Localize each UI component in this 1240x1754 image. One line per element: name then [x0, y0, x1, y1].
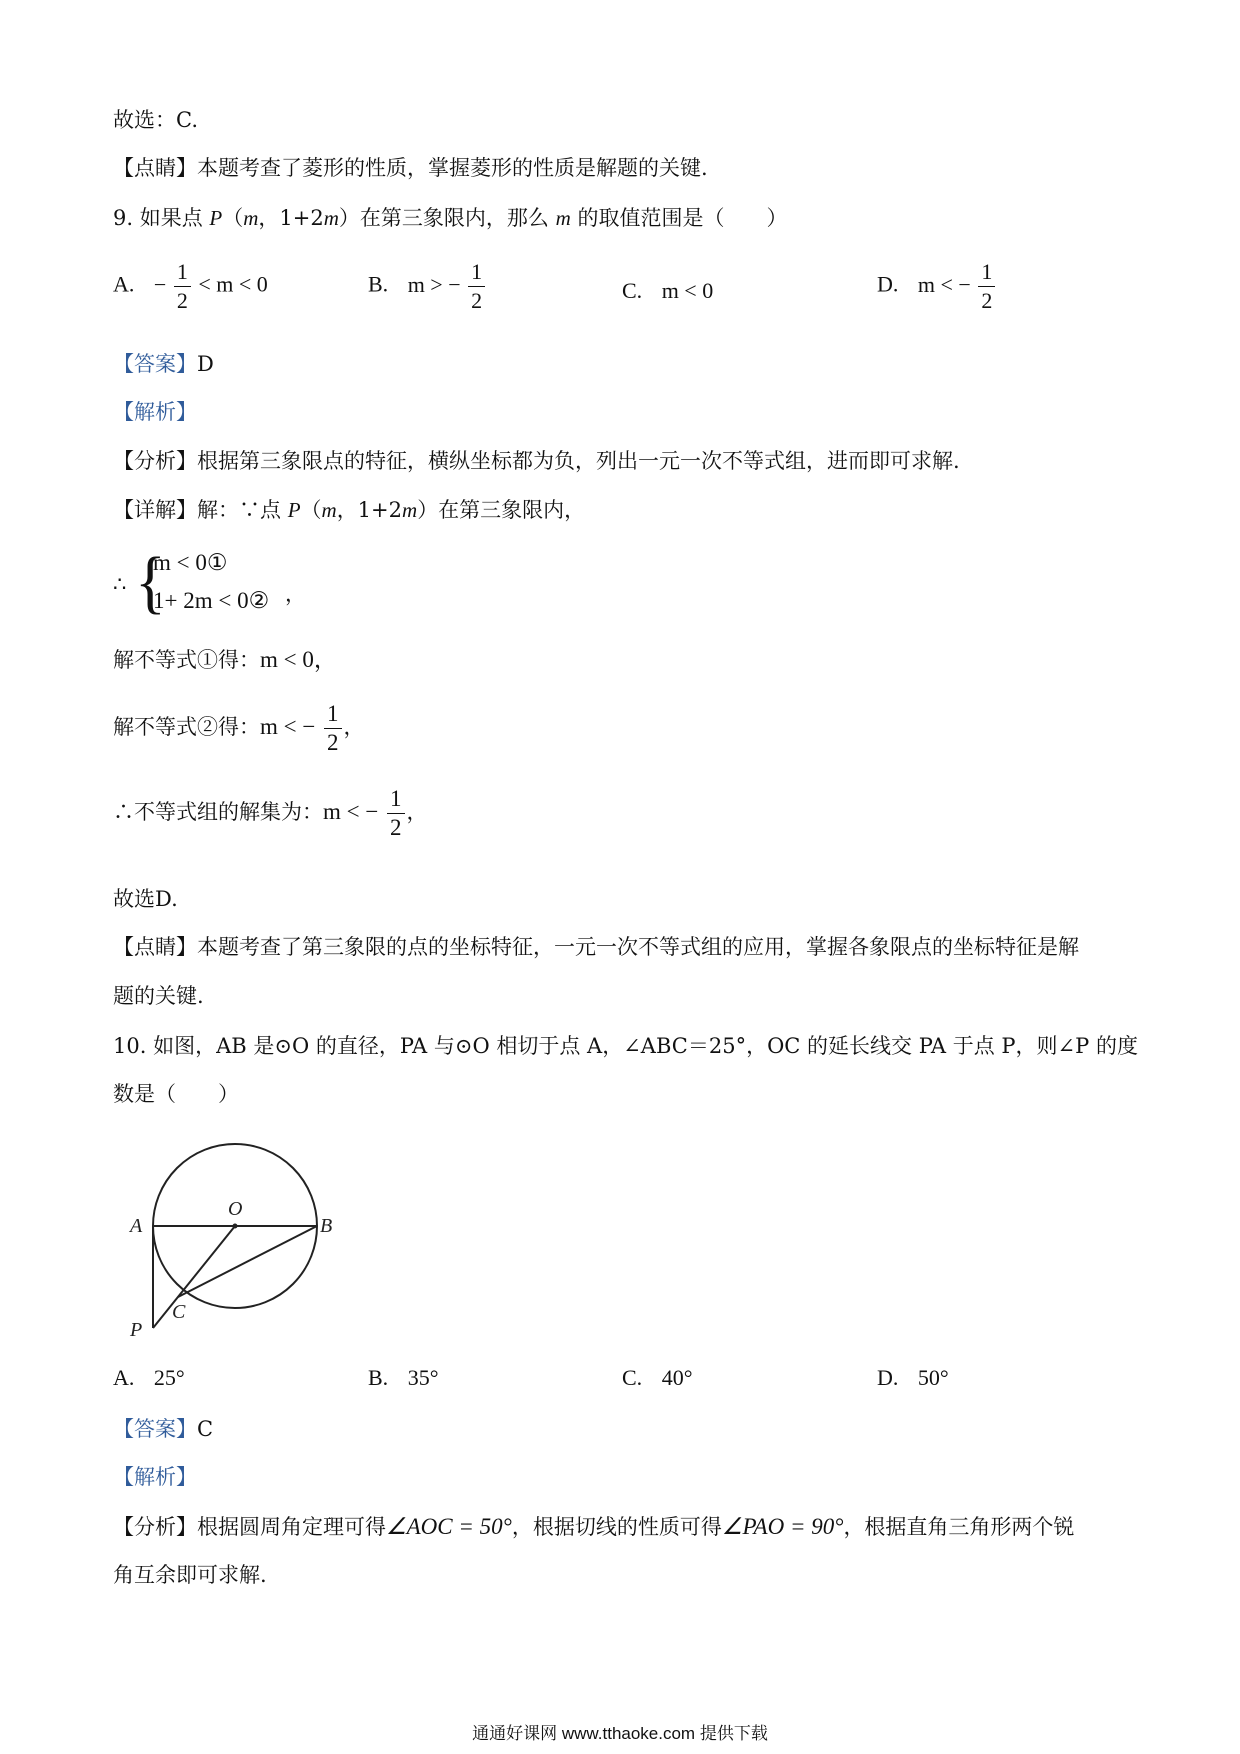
var-m: m — [243, 206, 259, 230]
label-b: B — [320, 1215, 333, 1237]
option-label: A. — [113, 1365, 135, 1390]
q10-answer — [113, 1414, 213, 1444]
question-10-stem-1: 10. 如图，AB 是⊙O 的直径，PA 与⊙O 相切于点 A，∠ABC＝25°，OC 的延长线交 PA 于点 P，则∠P 的度 — [113, 1034, 1138, 1058]
fenxi-text: ，根据切线的性质可得 — [511, 1515, 722, 1539]
question-9-stem — [113, 203, 787, 233]
prev-comment — [113, 153, 708, 183]
solve-text: 解不等式②得： — [113, 715, 260, 739]
fraction — [387, 785, 405, 842]
q9-analysis-tag: 【解析】 — [113, 400, 197, 424]
solve-math: m < − — [260, 714, 316, 739]
fraction — [324, 700, 342, 757]
fenxi-tag: 【分析】 — [113, 1515, 197, 1539]
fenxi-text: 根据第三象限点的特征，横纵坐标都为负，列出一元一次不等式组，进而即可求解. — [197, 449, 960, 473]
stem-text: 如果点 — [139, 206, 203, 230]
denominator: 2 — [471, 288, 483, 313]
xiangjie-text: 解：∵点 — [197, 498, 281, 522]
option-label: D. — [877, 1365, 899, 1390]
denominator: 2 — [327, 730, 339, 755]
stem-text: ）在第三象限内，那么 — [338, 206, 549, 230]
q9-xiangjie — [113, 495, 585, 525]
fenxi-math: ∠PAO = 90° — [721, 1514, 844, 1539]
q9-comment-2: 题的关键. — [113, 984, 204, 1008]
set-text: ∴不等式组的解集为： — [113, 800, 323, 824]
therefore-symbol: ∴ — [113, 572, 127, 596]
solve-math: m < 0， — [260, 647, 337, 672]
label-c: C — [172, 1301, 186, 1323]
stem-text: 的取值范围是（ ） — [577, 206, 788, 230]
q10-option-b[interactable] — [368, 1365, 439, 1391]
comment-tag: 【点睛】 — [113, 156, 197, 180]
q10-option-a[interactable] — [113, 1365, 185, 1391]
option-math: − — [153, 271, 167, 297]
q10-analysis-tag: 【解析】 — [113, 1465, 197, 1489]
fenxi-tag: 【分析】 — [113, 449, 197, 473]
var-p: P — [209, 206, 223, 230]
brace: { — [135, 542, 166, 621]
q9-option-d[interactable] — [877, 258, 997, 315]
numerator: 1 — [324, 700, 342, 729]
var-m: m — [323, 206, 339, 230]
q9-solve-2 — [113, 700, 365, 757]
option-math: < m < 0 — [198, 271, 268, 297]
comment-text: 本题考查了第三象限的点的坐标特征，一元一次不等式组的应用，掌握各象限点的坐标特征是解 — [197, 935, 1079, 959]
question-10-stem-2: 数是（ ） — [113, 1082, 239, 1106]
comment-tag: 【点睛】 — [113, 935, 197, 959]
fraction — [978, 258, 995, 315]
option-label: C. — [622, 1365, 643, 1390]
stem-text: ，1+2 — [258, 206, 324, 230]
q9-fenxi — [113, 446, 960, 476]
q9-option-c[interactable] — [622, 278, 713, 304]
stem-text: （ — [222, 206, 244, 230]
option-text: 50° — [917, 1365, 949, 1390]
punctuation: ， — [285, 582, 306, 606]
fenxi-text: ，根据直角三角形两个锐 — [843, 1515, 1075, 1539]
choice-letter: D. — [155, 887, 178, 911]
q10-option-c[interactable] — [622, 1365, 693, 1391]
solve-text: 解不等式①得： — [113, 648, 260, 672]
q9-choice — [113, 884, 178, 914]
prev-choice: 故选：C. — [113, 108, 198, 132]
circle-figure — [120, 1130, 380, 1340]
xiangjie-tag: 【详解】 — [113, 498, 197, 522]
q10-fenxi-1 — [113, 1512, 1074, 1542]
punctuation: ， — [343, 715, 365, 739]
answer-tag: 【答案】 — [113, 1417, 197, 1441]
numerator: 1 — [978, 258, 995, 287]
var-m: m — [321, 498, 337, 522]
label-p: P — [130, 1319, 143, 1340]
fraction — [468, 258, 485, 315]
xiangjie-text: ）在第三象限内， — [417, 498, 586, 522]
question-number: 9. — [113, 206, 134, 230]
option-label: D. — [877, 271, 899, 297]
q10-fenxi-2: 角互余即可求解. — [113, 1563, 267, 1587]
option-text: 40° — [661, 1365, 693, 1390]
option-math: m < 0 — [661, 278, 714, 303]
denominator: 2 — [390, 815, 402, 840]
var-m: m — [402, 498, 418, 522]
punctuation: ， — [406, 800, 428, 824]
answer-value: D — [197, 352, 214, 376]
option-label: B. — [368, 271, 389, 297]
fenxi-text: 根据圆周角定理可得 — [197, 1515, 386, 1539]
q9-option-b[interactable] — [368, 258, 487, 315]
label-a: A — [130, 1215, 143, 1237]
q9-option-a[interactable] — [113, 258, 268, 315]
label-o: O — [228, 1198, 243, 1220]
xiangjie-text: ，1+2 — [336, 498, 403, 522]
q9-solve-1 — [113, 645, 337, 675]
option-math: m < − — [917, 271, 971, 297]
option-math: m > − — [407, 271, 461, 297]
var-m: m — [555, 206, 571, 230]
choice-text: 故选 — [113, 887, 155, 911]
center-point — [233, 1224, 238, 1229]
q9-answer — [113, 349, 214, 379]
comment-text: 本题考查了菱形的性质，掌握菱形的性质是解题的关键. — [197, 156, 708, 180]
denominator: 2 — [176, 288, 188, 313]
option-text: 25° — [153, 1365, 185, 1390]
xiangjie-text: （ — [300, 498, 322, 522]
answer-tag: 【答案】 — [113, 352, 197, 376]
line-op — [153, 1226, 235, 1328]
numerator: 1 — [387, 785, 405, 814]
numerator: 1 — [468, 258, 485, 287]
system-line-2: 1+ 2m < 0② — [153, 588, 270, 613]
q9-solution-set — [113, 785, 428, 842]
footer-source: 通通好课网 www.tthaoke.com 提供下载 — [472, 1724, 768, 1743]
var-p: P — [287, 498, 301, 522]
option-label: B. — [368, 1365, 389, 1390]
denominator: 2 — [981, 288, 993, 313]
numerator: 1 — [174, 258, 191, 287]
system-line-1: m < 0① — [153, 550, 228, 575]
q10-option-d[interactable] — [877, 1365, 949, 1391]
q9-comment-1 — [113, 932, 1079, 962]
option-text: 35° — [407, 1365, 439, 1390]
answer-value: C — [197, 1417, 214, 1441]
fraction — [174, 258, 191, 315]
chord-bc — [178, 1226, 317, 1297]
set-math: m < − — [323, 799, 379, 824]
fenxi-math: ∠AOC = 50° — [386, 1514, 512, 1539]
option-label: A. — [113, 271, 135, 297]
option-label: C. — [622, 278, 643, 303]
